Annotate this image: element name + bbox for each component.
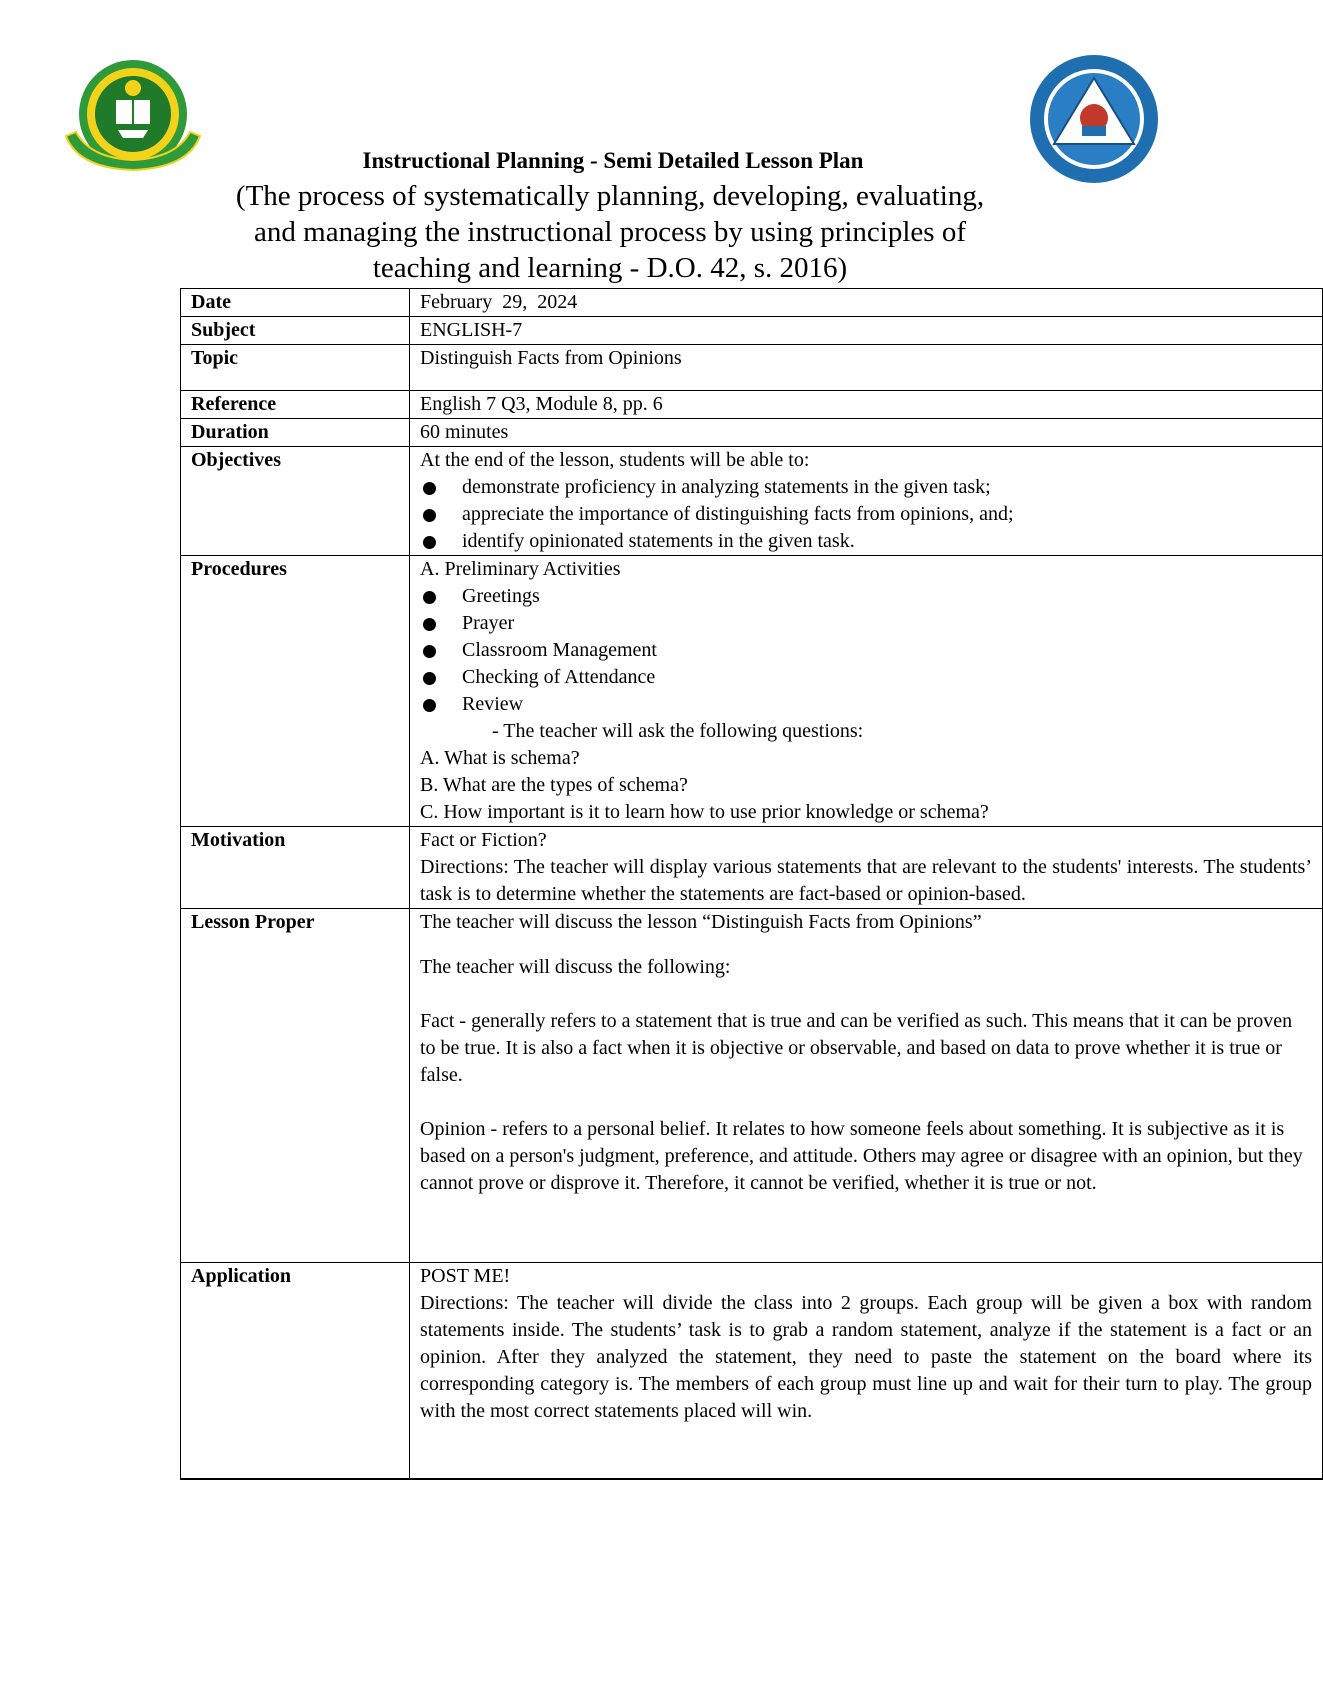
bullet-icon bbox=[423, 618, 436, 631]
document-subtitle bbox=[170, 178, 1050, 286]
duration-label: Duration bbox=[181, 419, 410, 447]
bullet-icon bbox=[423, 699, 436, 712]
topic-value: Distinguish Facts from Opinions bbox=[410, 345, 1323, 391]
subject-value: ENGLISH-7 bbox=[410, 317, 1323, 345]
table-row bbox=[181, 909, 1323, 1263]
procedures-label: Procedures bbox=[181, 556, 410, 827]
bullet-icon bbox=[423, 672, 436, 685]
table-row bbox=[181, 1263, 1323, 1479]
list-item: Greetings bbox=[420, 583, 1312, 610]
reference-value: English 7 Q3, Module 8, pp. 6 bbox=[410, 391, 1323, 419]
subtitle-line: and managing the instructional process by using principles of bbox=[254, 216, 966, 248]
objectives-label: Objectives bbox=[181, 447, 410, 556]
table-row bbox=[181, 447, 1323, 556]
reference-label: Reference bbox=[181, 391, 410, 419]
motivation-text: Directions: The teacher will display various statements that are relevant to the students' interests. The students’ task is to determine whether the statements are fact-based or opinion-based. bbox=[420, 856, 1312, 905]
list-item: identify opinionated statements in the given task. bbox=[420, 528, 1312, 555]
motivation-title: Fact or Fiction? bbox=[420, 829, 547, 851]
application-title: POST ME! bbox=[420, 1265, 511, 1287]
review-question: C. How important is it to learn how to use prior knowledge or schema? bbox=[420, 801, 989, 823]
bullet-icon bbox=[423, 591, 436, 604]
table-row bbox=[181, 317, 1323, 345]
objectives-intro: At the end of the lesson, students will be able to: bbox=[420, 449, 810, 471]
lesson-intro: The teacher will discuss the lesson “Distinguish Facts from Opinions” bbox=[420, 911, 982, 933]
lesson-plan-table bbox=[180, 288, 1323, 1480]
fact-definition: Fact - generally refers to a statement that is true and can be verified as such. This means that it can be proven to be true. It is also a fact when it is objective or observable, and based on data to prove whether it is true or false. bbox=[420, 1010, 1293, 1086]
topic-label: Topic bbox=[181, 345, 410, 391]
application-text: Directions: The teacher will divide the class into 2 groups. Each group will be given a box with random statements inside. The students’ task is to grab a random statement, analyze if the statement is a fact or an opinion. After they analyzed the statement, they need to paste the statement on the board where its corresponding category is. The members of each group must line up and wait for their turn to play. The group with the most correct statements placed will win. bbox=[420, 1292, 1312, 1422]
table-row bbox=[181, 289, 1323, 317]
list-item: Prayer bbox=[420, 610, 1312, 637]
date-label: Date bbox=[181, 289, 410, 317]
lesson-proper-label: Lesson Proper bbox=[181, 909, 410, 1263]
opinion-definition: Opinion - refers to a personal belief. It relates to how someone feels about something. It is subjective as it is based on a person's judgment, preference, and attitude. Others may agree or disagree with an opinion, but they cannot prove or disprove it. Therefore, it cannot be verified, whether it is true or not. bbox=[420, 1118, 1303, 1194]
procedures-value bbox=[410, 556, 1323, 827]
spacer bbox=[420, 936, 1312, 954]
list-item: demonstrate proficiency in analyzing statements in the given task; bbox=[420, 474, 1312, 501]
subject-label: Subject bbox=[181, 317, 410, 345]
application-label: Application bbox=[181, 1263, 410, 1479]
bullet-icon bbox=[423, 482, 436, 495]
list-item: Checking of Attendance bbox=[420, 664, 1312, 691]
table-row bbox=[181, 827, 1323, 909]
bullet-icon bbox=[423, 645, 436, 658]
subtitle-line: teaching and learning - D.O. 42, s. 2016) bbox=[372, 252, 848, 284]
lesson-proper-value bbox=[410, 909, 1323, 1263]
procedures-heading: A. Preliminary Activities bbox=[420, 558, 621, 580]
lesson-plan-sheet bbox=[180, 288, 1312, 1552]
duration-value: 60 minutes bbox=[410, 419, 1323, 447]
table-row bbox=[181, 345, 1323, 391]
list-item: Review bbox=[420, 691, 1312, 718]
table-row bbox=[181, 419, 1323, 447]
objectives-list bbox=[420, 474, 1312, 555]
review-note: - The teacher will ask the following questions: bbox=[492, 720, 864, 742]
review-question: A. What is schema? bbox=[420, 747, 580, 769]
objectives-value bbox=[410, 447, 1323, 556]
motivation-value bbox=[410, 827, 1323, 909]
application-value bbox=[410, 1263, 1323, 1479]
lesson-discuss: The teacher will discuss the following: bbox=[420, 956, 731, 978]
bullet-icon bbox=[423, 536, 436, 549]
date-value: February 29, 2024 bbox=[410, 289, 1323, 317]
review-question: B. What are the types of schema? bbox=[420, 774, 688, 796]
procedures-list bbox=[420, 583, 1312, 718]
list-item: Classroom Management bbox=[420, 637, 1312, 664]
bullet-icon bbox=[423, 509, 436, 522]
spacer bbox=[420, 981, 1312, 1008]
list-item: appreciate the importance of distinguishing facts from opinions, and; bbox=[420, 501, 1312, 528]
motivation-label: Motivation bbox=[181, 827, 410, 909]
spacer bbox=[420, 1089, 1312, 1116]
document-title: Instructional Planning - Semi Detailed Lesson Plan bbox=[362, 148, 864, 173]
table-row bbox=[181, 556, 1323, 827]
subtitle-line: (The process of systematically planning, developing, evaluating, bbox=[235, 180, 985, 212]
table-row bbox=[181, 391, 1323, 419]
